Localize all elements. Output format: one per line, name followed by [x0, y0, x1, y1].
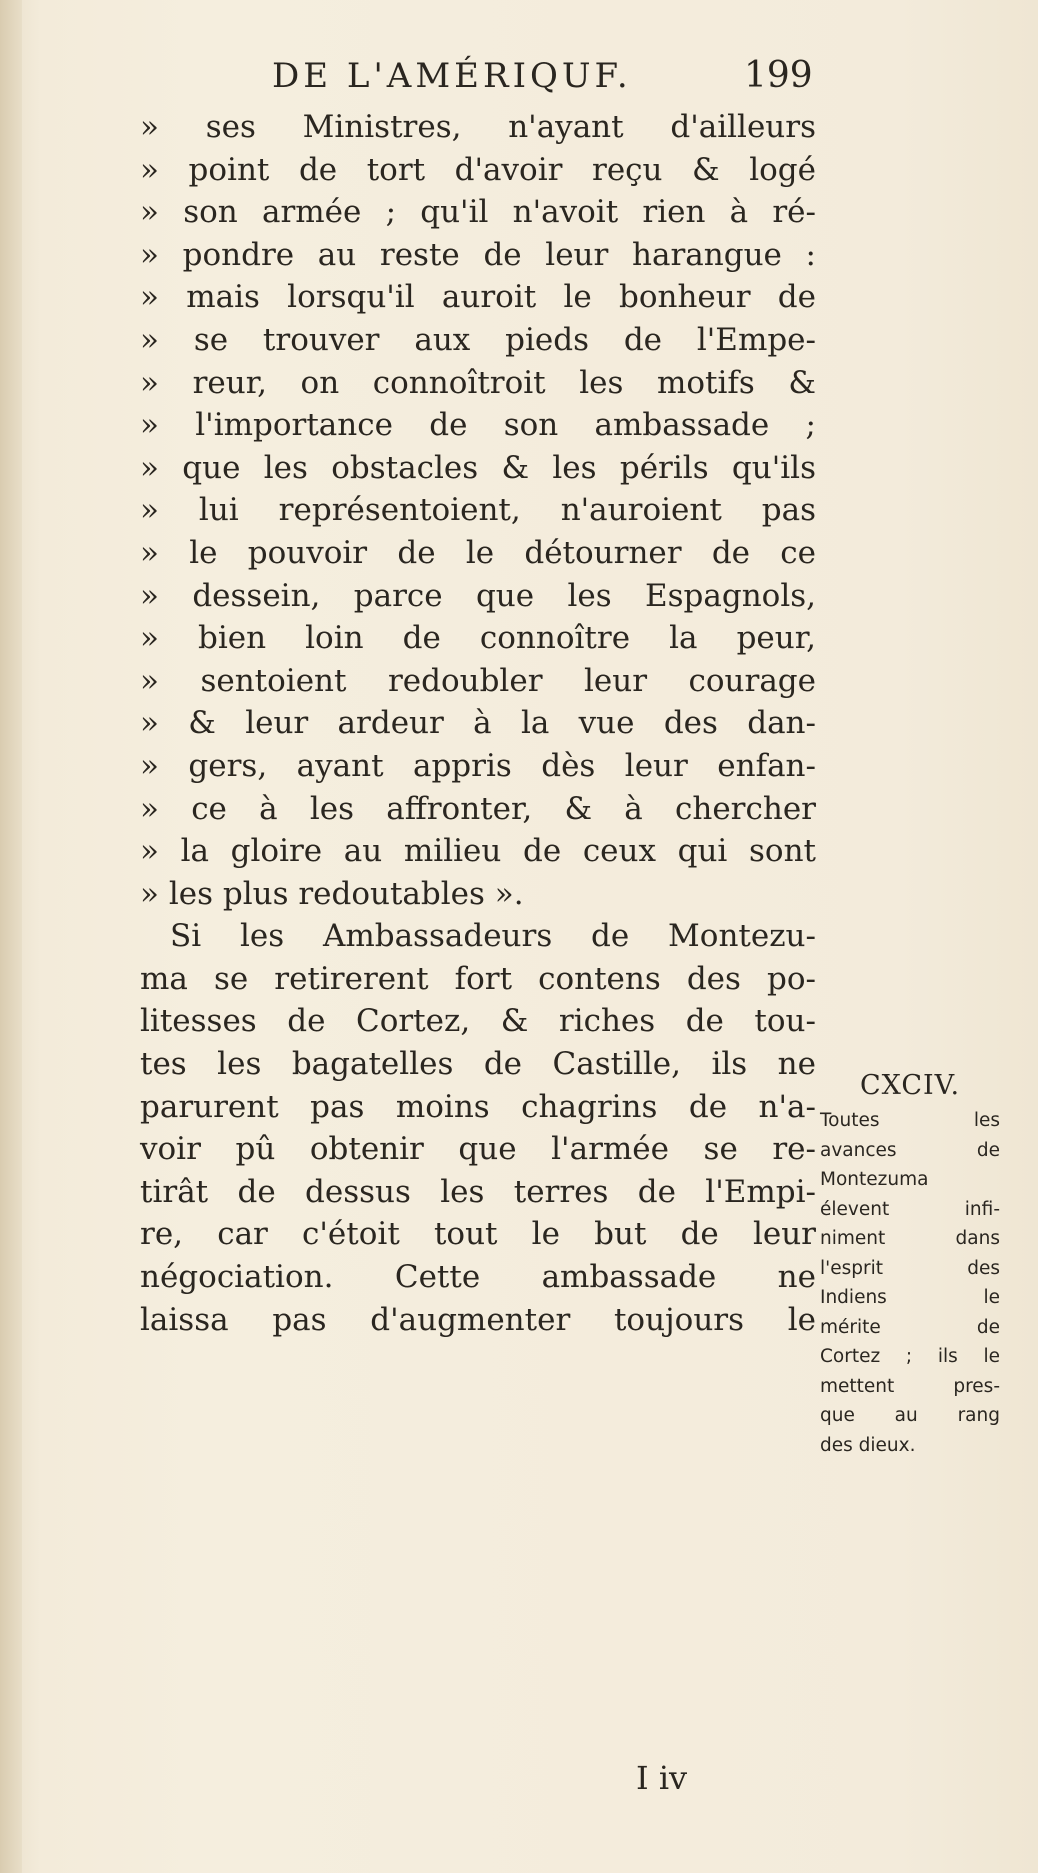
text-line: voir pû obtenir que l'armée se re-: [140, 1131, 816, 1168]
margin-note-line: Montezuma: [820, 1169, 929, 1190]
text-line: ma se retirerent fort contens des po-: [140, 960, 816, 997]
margin-note: [820, 1066, 1000, 1460]
text-line: laissa pas d'augmenter toujours le: [140, 1301, 816, 1338]
margin-note-line: élevent infi-: [820, 1198, 1000, 1220]
text-line: » sentoient redoubler leur courage: [140, 662, 816, 699]
margin-note-line: mettent pres-: [820, 1375, 1000, 1397]
margin-note-line: Toutes les: [820, 1110, 1000, 1131]
text-line: » mais lorsqu'il auroit le bonheur de: [140, 279, 816, 316]
text-line: » les plus redoutables ».: [140, 875, 524, 912]
text-line: » gers, ayant appris dès leur enfan-: [140, 747, 816, 784]
margin-note-line: Cortez ; ils le: [820, 1346, 1000, 1367]
text-line: litesses de Cortez, & riches de tou-: [140, 1003, 816, 1040]
text-line: Si les Ambassadeurs de Montezu-: [170, 918, 816, 955]
margin-note-line: l'esprit des: [820, 1257, 1000, 1279]
text-line: tes les bagatelles de Castille, ils ne: [140, 1046, 816, 1083]
margin-note-line: mérite de: [820, 1316, 1000, 1338]
text-line: » lui représentoient, n'auroient pas: [140, 492, 816, 529]
text-line: » bien loin de connoître la peur,: [140, 620, 816, 657]
margin-note-heading: CXCIV.: [859, 1070, 961, 1101]
text-line: » la gloire au milieu de ceux qui sont: [140, 833, 816, 870]
text-line: tirât de dessus les terres de l'Empi-: [140, 1173, 816, 1210]
signature-mark: I iv: [636, 1759, 688, 1797]
page-number: 199: [744, 55, 813, 96]
body-text: [140, 106, 816, 1341]
margin-note-line: que au rang: [820, 1405, 1000, 1426]
margin-note-line: des dieux.: [820, 1434, 916, 1456]
text-line: » le pouvoir de le détourner de ce: [140, 534, 816, 571]
margin-note-line: niment dans: [820, 1228, 1000, 1249]
text-line: » ce à les affronter, & à chercher: [140, 790, 816, 827]
text-line: parurent pas moins chagrins de n'a-: [140, 1088, 816, 1125]
margin-note-line: Indiens le: [820, 1287, 1000, 1308]
text-line: » & leur ardeur à la vue des dan-: [140, 705, 816, 742]
text-line: » que les obstacles & les périls qu'ils: [140, 449, 816, 486]
text-line: » point de tort d'avoir reçu & logé: [140, 151, 816, 188]
text-line: » reur, on connoîtroit les motifs &: [140, 364, 816, 401]
text-line: » ses Ministres, n'ayant d'ailleurs: [140, 109, 816, 145]
margin-note-line: avances de: [820, 1139, 1000, 1161]
text-line: » l'importance de son ambassade ;: [140, 407, 816, 444]
text-line: » son armée ; qu'il n'avoit rien à ré-: [140, 194, 816, 231]
text-line: négociation. Cette ambassade ne: [140, 1259, 816, 1296]
text-line: » dessein, parce que les Espagnols,: [140, 577, 816, 614]
text-line: re, car c'étoit tout le but de leur: [140, 1216, 816, 1253]
page-gutter: [0, 0, 22, 1873]
running-head: DE L'AMÉRIQUF.: [272, 56, 632, 96]
text-line: » pondre au reste de leur harangue :: [140, 236, 816, 273]
text-line: » se trouver aux pieds de l'Empe-: [140, 321, 816, 358]
